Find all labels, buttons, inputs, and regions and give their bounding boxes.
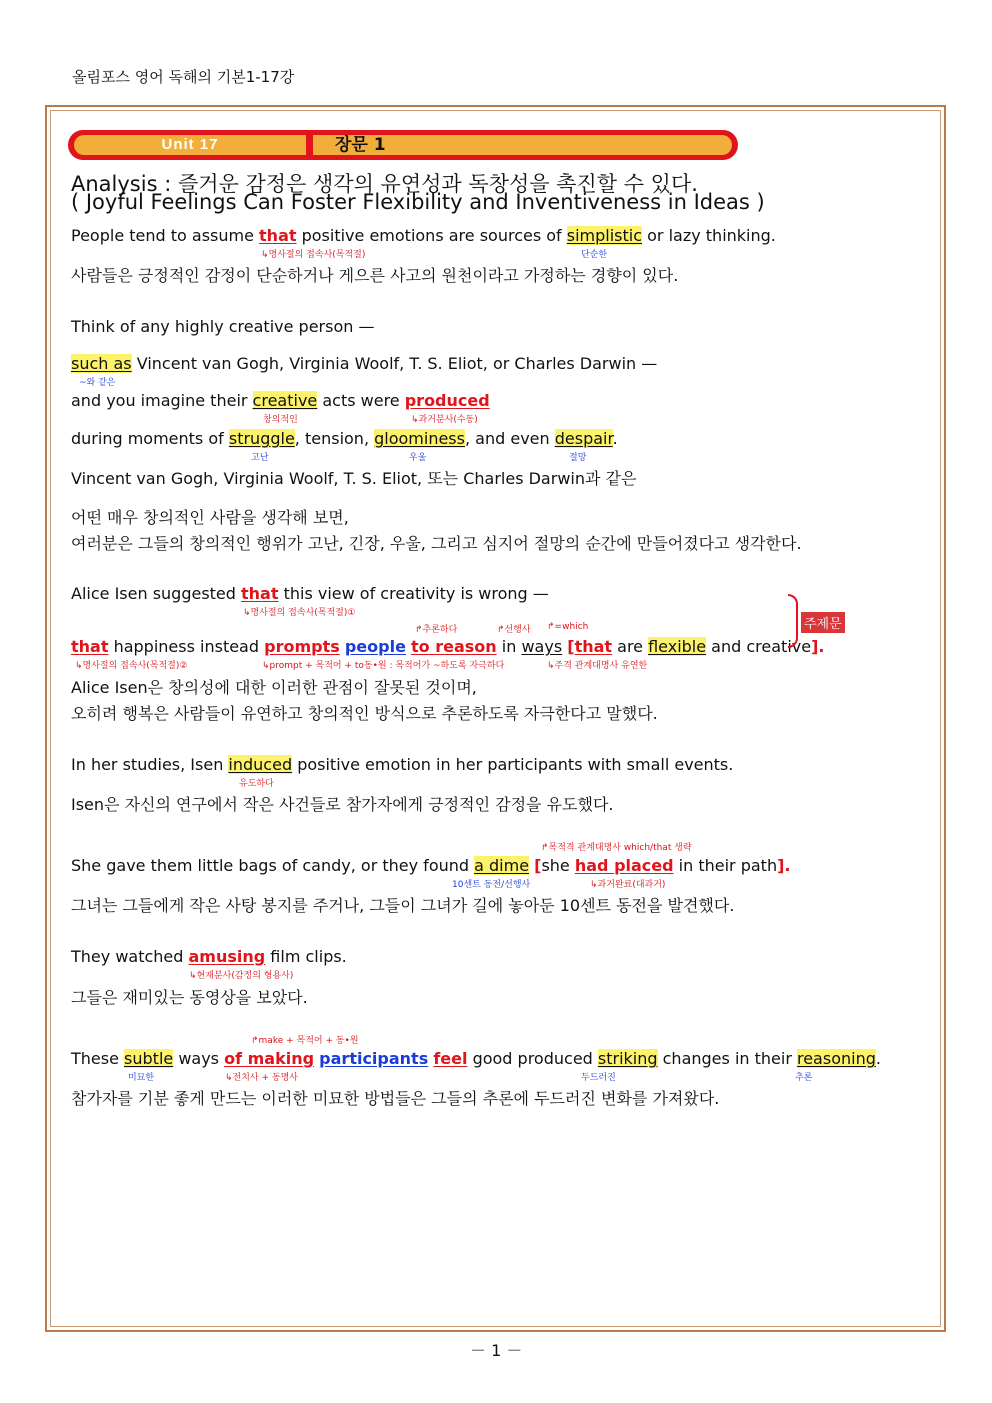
- annotation: ↳전치사 + 동명사: [225, 1073, 298, 1083]
- sentence-5: She gave them little bags of candy, or they found a dime [she had placed in their path].: [71, 856, 791, 875]
- topic-sentence-tag: 주제문: [801, 612, 845, 633]
- translation-6: 그들은 재미있는 동영상을 보았다.: [71, 988, 308, 1007]
- annotation: ↳현재분사(감정의 형용사): [189, 971, 294, 981]
- annotation: 단순한: [581, 250, 608, 260]
- annotation: ↳명사절의 접속사(목적절)②: [75, 661, 188, 671]
- topic-bracket: [788, 594, 798, 648]
- annotation: ↱make + 목적어 + 동•원: [251, 1036, 359, 1046]
- annotation: ↳명사절의 접속사(목적절)①: [243, 608, 356, 618]
- annotation: ↳prompt + 목적어 + to동•원 : 목적어가 ~하도록 자극하다: [262, 661, 505, 671]
- translation-2c: 여러분은 그들의 창의적인 행위가 고난, 긴장, 우울, 그리고 심지어 절망의 순간에 만들어졌다고 생각한다.: [71, 534, 802, 553]
- annotation: ↱=which: [547, 622, 589, 632]
- sentence-2b: such as Vincent van Gogh, Virginia Woolf, T. S. Eliot, or Charles Darwin —: [71, 354, 658, 373]
- translation-7: 참가자를 기분 좋게 만드는 이러한 미묘한 방법들은 그들의 추론에 두드러진 변화를 가져왔다.: [71, 1089, 720, 1108]
- annotation: 유도하다: [239, 779, 274, 789]
- unit-label: Unit 17: [74, 135, 306, 155]
- annotation: 두드러진: [581, 1073, 616, 1083]
- annotation: ~와 같은: [79, 378, 116, 388]
- translation-4: Isen은 자신의 연구에서 작은 사건들로 참가자에게 긍정적인 감정을 유도했다.: [71, 795, 614, 814]
- sentence-3a: Alice Isen suggested that this view of creativity is wrong —: [71, 584, 549, 603]
- annotation: 우울: [409, 453, 427, 463]
- translation-2a: Vincent van Gogh, Virginia Woolf, T. S. Eliot, 또는 Charles Darwin과 같은: [71, 469, 637, 488]
- annotation: 고난: [251, 453, 269, 463]
- annotation: ↳과거분사(수동): [411, 415, 478, 425]
- annotation: 창의적인: [263, 415, 298, 425]
- translation-3a: Alice Isen은 창의성에 대한 이러한 관점이 잘못된 것이며,: [71, 678, 477, 697]
- translation-5: 그녀는 그들에게 작은 사탕 봉지를 주거나, 그들이 그녀가 길에 놓아둔 10센트 동전을 발견했다.: [71, 896, 735, 915]
- annotation: ↱선행사: [497, 625, 531, 635]
- annotation: ↳명사절의 접속사(목적절): [261, 250, 366, 260]
- annotation: 추론: [795, 1073, 813, 1083]
- sentence-2a: Think of any highly creative person —: [71, 317, 375, 336]
- annotation: 10센트 동전/선행사: [452, 880, 531, 890]
- sentence-2c: and you imagine their creative acts were produced: [71, 391, 490, 410]
- translation-2b: 어떤 매우 창의적인 사람을 생각해 보면,: [71, 508, 349, 527]
- title-korean: Analysis : 즐거운 감정은 생각의 유연성과 독창성을 촉진할 수 있다.: [71, 172, 698, 196]
- page-header: 올림포스 영어 독해의 기본1-17강: [72, 68, 295, 86]
- translation-1: 사람들은 긍정적인 감정이 단순하거나 게으른 사고의 원천이라고 가정하는 경향이 있다.: [71, 266, 679, 285]
- annotation: ↳과거완료(대과거): [590, 880, 666, 890]
- sentence-4: In her studies, Isen induced positive emotion in her participants with small events.: [71, 755, 734, 774]
- sentence-3b: that happiness instead prompts people to reason in ways [that are flexible and creative].: [71, 637, 825, 656]
- sentence-1: People tend to assume that positive emotions are sources of simplistic or lazy thinking.: [71, 226, 776, 245]
- annotation: 절망: [569, 453, 587, 463]
- annotation: ↱추론하다: [415, 625, 458, 635]
- title-english: ( Joyful Feelings Can Foster Flexibility and Inventiveness in Ideas ): [71, 190, 765, 214]
- page-number: － 1 －: [470, 1341, 523, 1360]
- annotation: 미묘한: [128, 1073, 155, 1083]
- translation-3b: 오히려 행복은 사람들이 유연하고 창의적인 방식으로 추론하도록 자극한다고 말했다.: [71, 704, 658, 723]
- annotation: ↱목적격 관계대명사 which/that 생략: [541, 843, 692, 853]
- sentence-2d: during moments of struggle, tension, gloominess, and even despair.: [71, 429, 618, 448]
- sentence-6: They watched amusing film clips.: [71, 947, 347, 966]
- sentence-7: These subtle ways of making participants feel good produced striking changes in their reasoning.: [71, 1049, 881, 1068]
- annotation: ↳주격 관계대명사 유연한: [547, 661, 648, 671]
- section-label: 장문 1: [313, 135, 732, 155]
